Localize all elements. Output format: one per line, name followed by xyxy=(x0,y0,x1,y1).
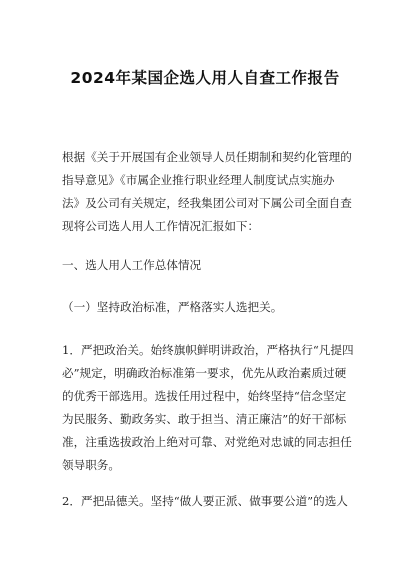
item-1-line: 1．严把政治关。始终旗帜鲜明讲政治，严格执行“凡提四 xyxy=(62,343,354,357)
item-1-line: 的优秀干部选用。选拔任用过程中，始终坚持“信念坚定 xyxy=(62,389,347,403)
item-2-paragraph xyxy=(62,490,354,513)
subsection-heading: （一）坚持政治标准，严格落实人选把关。 xyxy=(62,300,283,314)
item-2-line: 2．严把品德关。坚持“做人要正派、做事要公道”的选人 xyxy=(62,494,348,508)
item-1-line: 领导职务。 xyxy=(62,458,120,472)
intro-paragraph xyxy=(62,146,354,238)
intro-line: 现将公司选人用人工作情况汇报如下： xyxy=(62,219,260,233)
intro-line: 法》及公司有关规定，经我集团公司对下属公司全面自查 xyxy=(62,196,352,210)
document-title: 2024年某国企选人用人自查工作报告 xyxy=(70,69,340,87)
section-heading: 一、选人用人工作总体情况 xyxy=(62,258,202,272)
intro-line: 指导意见》《市属企业推行职业经理人制度试点实施办 xyxy=(62,173,335,187)
intro-line: 根据《关于开展国有企业领导人员任期制和契约化管理的 xyxy=(62,150,352,164)
item-1-line: 为民服务、勤政务实、敢于担当、清正廉洁”的好干部标 xyxy=(62,412,347,426)
item-1-paragraph xyxy=(62,339,354,477)
item-1-line: 必”规定，明确政治标准第一要求，优先从政治素质过硬 xyxy=(62,366,347,380)
item-1-line: 准，注重选拔政治上绝对可靠、对党绝对忠诚的同志担任 xyxy=(62,435,352,449)
